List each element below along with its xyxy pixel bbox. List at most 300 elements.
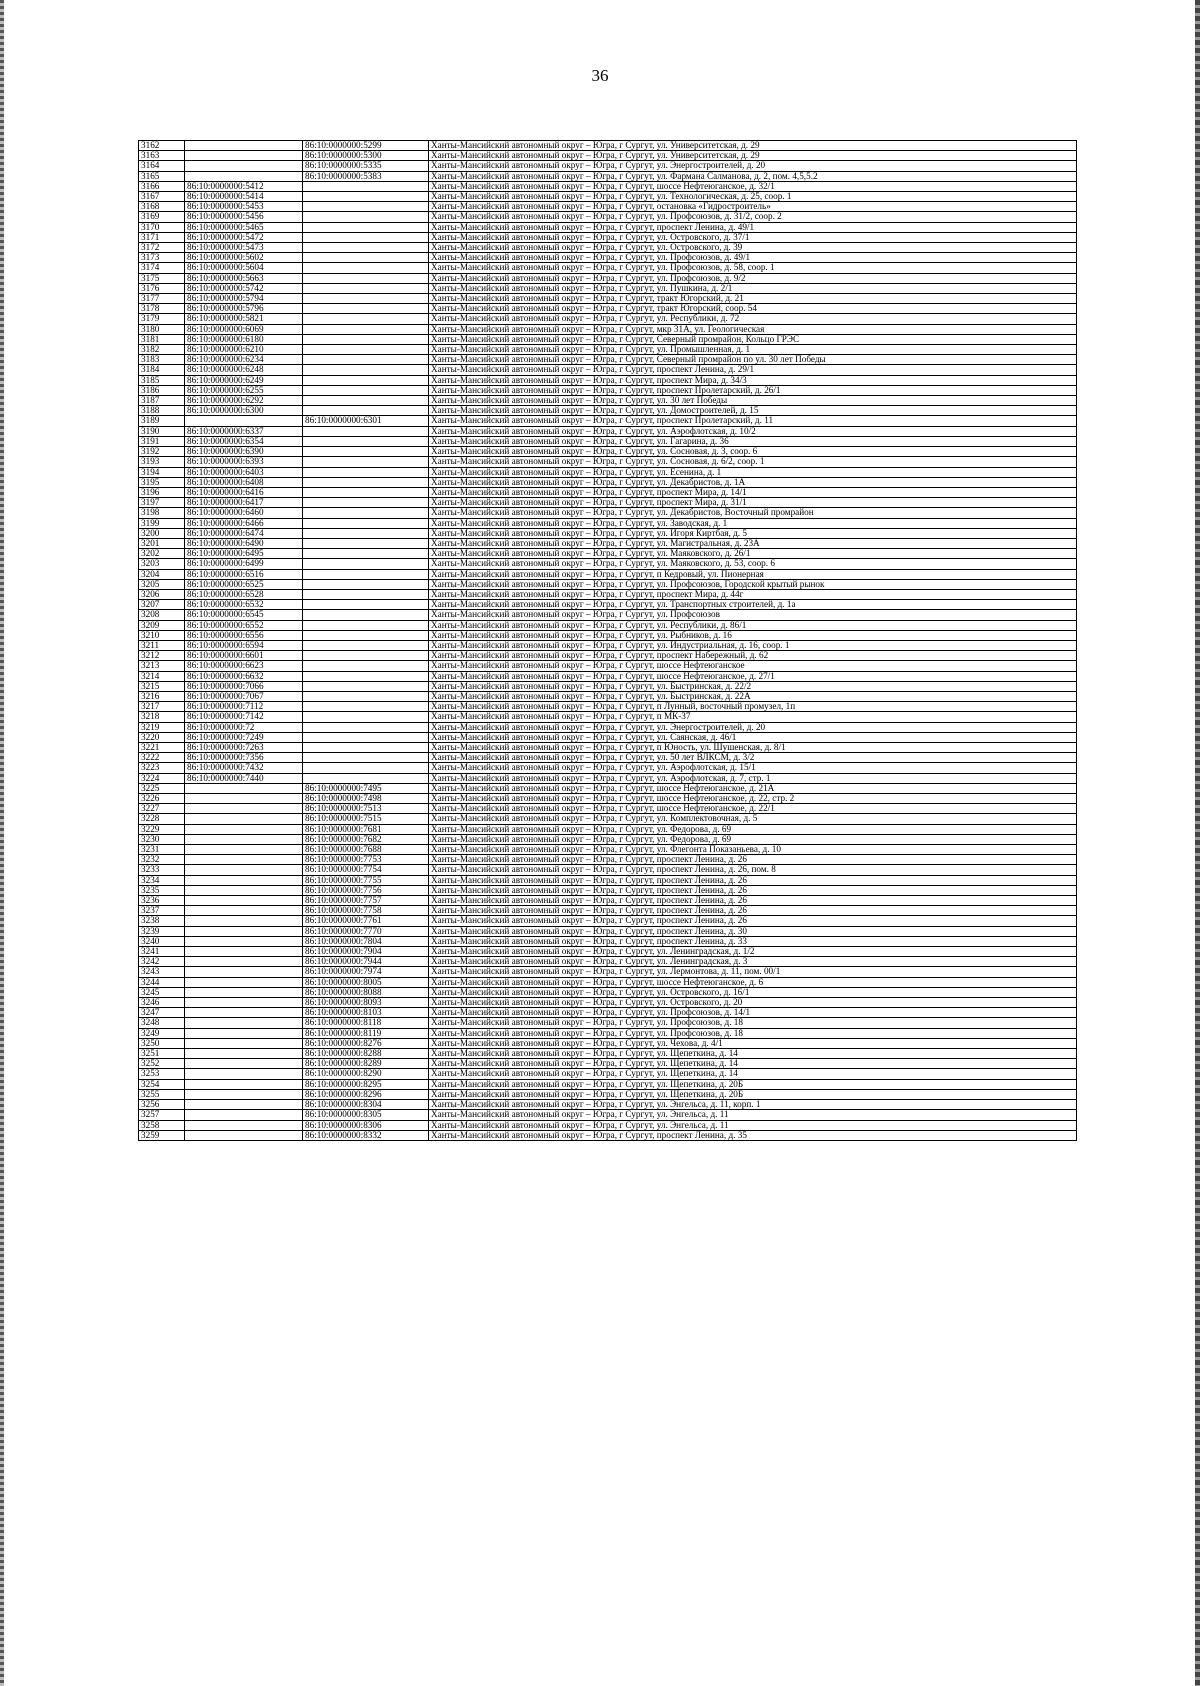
row-number-cell: 3181	[139, 334, 185, 344]
table-row	[139, 957, 1077, 967]
cadastral-number-cell	[185, 1089, 303, 1099]
cadastral-number-cell: 86:10:0000000:6474	[185, 528, 303, 538]
cadastral-number-alt-cell: 86:10:0000000:7758	[303, 906, 429, 916]
cadastral-number-alt-cell	[303, 620, 429, 630]
row-number-cell: 3168	[139, 202, 185, 212]
address-cell: Ханты-Мансийский автономный округ – Югра, г Сургут, ул. Транспортных строителей, д. 1а	[429, 600, 1077, 610]
row-number-cell: 3174	[139, 263, 185, 273]
address-cell: Ханты-Мансийский автономный округ – Югра, г Сургут, ул. Профсоюзов, д. 9/2	[429, 273, 1077, 283]
cadastral-number-cell: 86:10:0000000:6594	[185, 640, 303, 650]
cadastral-number-cell: 86:10:0000000:5796	[185, 304, 303, 314]
cadastral-number-alt-cell	[303, 467, 429, 477]
row-number-cell: 3178	[139, 304, 185, 314]
address-cell: Ханты-Мансийский автономный округ – Югра, г Сургут, шоссе Нефтеюганское, д. 21А	[429, 783, 1077, 793]
cadastral-number-alt-cell	[303, 518, 429, 528]
cadastral-number-alt-cell: 86:10:0000000:7756	[303, 885, 429, 895]
row-number-cell: 3214	[139, 671, 185, 681]
address-cell: Ханты-Мансийский автономный округ – Югра, г Сургут, ул. Есенина, д. 1	[429, 467, 1077, 477]
address-cell: Ханты-Мансийский автономный округ – Югра, г Сургут, п Юность, ул. Шушенская, д. 8/1	[429, 742, 1077, 752]
address-cell: Ханты-Мансийский автономный округ – Югра, г Сургут, шоссе Нефтеюганское	[429, 661, 1077, 671]
cadastral-number-alt-cell	[303, 549, 429, 559]
cadastral-number-alt-cell: 86:10:0000000:8093	[303, 998, 429, 1008]
cadastral-number-cell: 86:10:0000000:5412	[185, 181, 303, 191]
cadastral-number-alt-cell	[303, 600, 429, 610]
table-row	[139, 865, 1077, 875]
cadastral-number-alt-cell: 86:10:0000000:7515	[303, 814, 429, 824]
cadastral-number-cell: 86:10:0000000:5742	[185, 283, 303, 293]
cadastral-number-alt-cell	[303, 222, 429, 232]
table-row	[139, 1049, 1077, 1059]
cadastral-number-alt-cell	[303, 538, 429, 548]
address-cell: Ханты-Мансийский автономный округ – Югра, г Сургут, ул. Профсоюзов, д. 49/1	[429, 253, 1077, 263]
address-cell: Ханты-Мансийский автономный округ – Югра, г Сургут, ул. Университетская, д. 29	[429, 151, 1077, 161]
table-row	[139, 273, 1077, 283]
address-cell: Ханты-Мансийский автономный округ – Югра, г Сургут, проспект Мира, д. 44г	[429, 589, 1077, 599]
cadastral-number-cell	[185, 926, 303, 936]
table-row	[139, 742, 1077, 752]
cadastral-number-cell: 86:10:0000000:6556	[185, 630, 303, 640]
row-number-cell: 3223	[139, 763, 185, 773]
cadastral-number-alt-cell: 86:10:0000000:7761	[303, 916, 429, 926]
cadastral-number-cell: 86:10:0000000:6234	[185, 355, 303, 365]
cadastral-number-alt-cell: 86:10:0000000:8118	[303, 1018, 429, 1028]
row-number-cell: 3240	[139, 936, 185, 946]
row-number-cell: 3230	[139, 834, 185, 844]
address-cell: Ханты-Мансийский автономный округ – Югра, г Сургут, проспект Пролетарский, д. 11	[429, 416, 1077, 426]
cadastral-number-alt-cell: 86:10:0000000:7755	[303, 875, 429, 885]
cadastral-number-cell	[185, 1038, 303, 1048]
cadastral-number-alt-cell	[303, 202, 429, 212]
row-number-cell: 3219	[139, 722, 185, 732]
address-cell: Ханты-Мансийский автономный округ – Югра, г Сургут, ул. Быстринская, д. 22А	[429, 691, 1077, 701]
cadastral-number-cell	[185, 947, 303, 957]
row-number-cell: 3221	[139, 742, 185, 752]
cadastral-number-alt-cell: 86:10:0000000:7757	[303, 896, 429, 906]
address-cell: Ханты-Мансийский автономный округ – Югра, г Сургут, ул. Ленинградская, д. 3	[429, 957, 1077, 967]
table-row	[139, 355, 1077, 365]
cadastral-number-cell	[185, 967, 303, 977]
table-row	[139, 508, 1077, 518]
row-number-cell: 3177	[139, 294, 185, 304]
cadastral-number-alt-cell: 86:10:0000000:8332	[303, 1130, 429, 1140]
address-cell: Ханты-Мансийский автономный округ – Югра, г Сургут, ул. Аэрофлотская, д. 10/2	[429, 426, 1077, 436]
row-number-cell: 3247	[139, 1008, 185, 1018]
row-number-cell: 3200	[139, 528, 185, 538]
cadastral-number-alt-cell	[303, 263, 429, 273]
cadastral-number-alt-cell	[303, 396, 429, 406]
table-row	[139, 1038, 1077, 1048]
row-number-cell: 3231	[139, 845, 185, 855]
cadastral-number-alt-cell	[303, 702, 429, 712]
row-number-cell: 3189	[139, 416, 185, 426]
address-cell: Ханты-Мансийский автономный округ – Югра, г Сургут, ул. Университетская, д. 29	[429, 141, 1077, 151]
row-number-cell: 3182	[139, 345, 185, 355]
address-cell: Ханты-Мансийский автономный округ – Югра, г Сургут, проспект Мира, д. 14/1	[429, 487, 1077, 497]
address-cell: Ханты-Мансийский автономный округ – Югра, г Сургут, ул. Республики, д. 72	[429, 314, 1077, 324]
address-cell: Ханты-Мансийский автономный округ – Югра, г Сургут, ул. Федорова, д. 69	[429, 834, 1077, 844]
table-row	[139, 916, 1077, 926]
address-cell: Ханты-Мансийский автономный округ – Югра, г Сургут, ул. Энгельса, д. 11, корп. 1	[429, 1100, 1077, 1110]
row-number-cell: 3173	[139, 253, 185, 263]
cadastral-number-alt-cell: 86:10:0000000:7681	[303, 824, 429, 834]
cadastral-number-alt-cell	[303, 355, 429, 365]
cadastral-number-alt-cell	[303, 630, 429, 640]
cadastral-number-cell	[185, 161, 303, 171]
table-row	[139, 610, 1077, 620]
cadastral-number-alt-cell: 86:10:0000000:7804	[303, 936, 429, 946]
cadastral-number-alt-cell: 86:10:0000000:5383	[303, 171, 429, 181]
cadastral-number-cell: 86:10:0000000:6552	[185, 620, 303, 630]
row-number-cell: 3185	[139, 375, 185, 385]
row-number-cell: 3195	[139, 477, 185, 487]
cadastral-number-alt-cell: 86:10:0000000:8005	[303, 977, 429, 987]
table-row	[139, 263, 1077, 273]
cadastral-number-alt-cell: 86:10:0000000:7944	[303, 957, 429, 967]
row-number-cell: 3237	[139, 906, 185, 916]
table-row	[139, 671, 1077, 681]
cadastral-number-alt-cell: 86:10:0000000:7682	[303, 834, 429, 844]
table-row	[139, 1130, 1077, 1140]
address-cell: Ханты-Мансийский автономный округ – Югра, г Сургут, ул. Аэрофлотская, д. 7, стр. 1	[429, 773, 1077, 783]
cadastral-number-cell: 86:10:0000000:5473	[185, 243, 303, 253]
address-cell: Ханты-Мансийский автономный округ – Югра, г Сургут, ул. Лермонтова, д. 11, пом. 00/1	[429, 967, 1077, 977]
table-row	[139, 722, 1077, 732]
row-number-cell: 3194	[139, 467, 185, 477]
table-row	[139, 589, 1077, 599]
cadastral-number-alt-cell: 86:10:0000000:5299	[303, 141, 429, 151]
address-cell: Ханты-Мансийский автономный округ – Югра, г Сургут, ул. Островского, д. 37/1	[429, 232, 1077, 242]
address-cell: Ханты-Мансийский автономный округ – Югра, г Сургут, проспект Ленина, д. 26	[429, 916, 1077, 926]
cadastral-number-alt-cell	[303, 212, 429, 222]
row-number-cell: 3217	[139, 702, 185, 712]
cadastral-number-alt-cell: 86:10:0000000:6301	[303, 416, 429, 426]
row-number-cell: 3164	[139, 161, 185, 171]
cadastral-number-cell	[185, 1059, 303, 1069]
address-cell: Ханты-Мансийский автономный округ – Югра, г Сургут, ул. Островского, д. 16/1	[429, 987, 1077, 997]
cadastral-number-cell: 86:10:0000000:5794	[185, 294, 303, 304]
address-cell: Ханты-Мансийский автономный округ – Югра, г Сургут, ул. Профсоюзов	[429, 610, 1077, 620]
row-number-cell: 3167	[139, 192, 185, 202]
table-row	[139, 620, 1077, 630]
table-row	[139, 426, 1077, 436]
cadastral-number-alt-cell	[303, 334, 429, 344]
table-row	[139, 773, 1077, 783]
cadastral-number-cell	[185, 896, 303, 906]
address-cell: Ханты-Мансийский автономный округ – Югра, г Сургут, проспект Мира, д. 34/3	[429, 375, 1077, 385]
table-row	[139, 559, 1077, 569]
row-number-cell: 3201	[139, 538, 185, 548]
cadastral-number-cell: 86:10:0000000:6532	[185, 600, 303, 610]
address-cell: Ханты-Мансийский автономный округ – Югра, г Сургут, п МК-37	[429, 712, 1077, 722]
table-row	[139, 712, 1077, 722]
cadastral-number-cell	[185, 824, 303, 834]
row-number-cell: 3252	[139, 1059, 185, 1069]
table-row	[139, 416, 1077, 426]
row-number-cell: 3243	[139, 967, 185, 977]
address-cell: Ханты-Мансийский автономный округ – Югра, г Сургут, тракт Югорский, д. 21	[429, 294, 1077, 304]
cadastral-number-alt-cell	[303, 742, 429, 752]
cadastral-number-cell	[185, 151, 303, 161]
cadastral-number-alt-cell	[303, 712, 429, 722]
address-cell: Ханты-Мансийский автономный округ – Югра, г Сургут, ул. Щепеткина, д. 14	[429, 1069, 1077, 1079]
row-number-cell: 3208	[139, 610, 185, 620]
cadastral-number-cell	[185, 416, 303, 426]
row-number-cell: 3224	[139, 773, 185, 783]
row-number-cell: 3238	[139, 916, 185, 926]
cadastral-number-alt-cell: 86:10:0000000:8305	[303, 1110, 429, 1120]
table-row	[139, 794, 1077, 804]
address-cell: Ханты-Мансийский автономный округ – Югра, г Сургут, проспект Ленина, д. 26, пом. 8	[429, 865, 1077, 875]
address-cell: Ханты-Мансийский автономный округ – Югра, г Сургут, ул. Сосновая, д. 6/2, соор. 1	[429, 457, 1077, 467]
row-number-cell: 3206	[139, 589, 185, 599]
table-row	[139, 334, 1077, 344]
address-cell: Ханты-Мансийский автономный округ – Югра, г Сургут, ул. Энгельса, д. 11	[429, 1110, 1077, 1120]
cadastral-number-alt-cell	[303, 273, 429, 283]
table-row	[139, 171, 1077, 181]
cadastral-number-cell: 86:10:0000000:6255	[185, 385, 303, 395]
table-row	[139, 1110, 1077, 1120]
cadastral-number-alt-cell	[303, 681, 429, 691]
row-number-cell: 3180	[139, 324, 185, 334]
cadastral-number-cell: 86:10:0000000:5465	[185, 222, 303, 232]
cadastral-number-alt-cell: 86:10:0000000:5300	[303, 151, 429, 161]
row-number-cell: 3239	[139, 926, 185, 936]
address-cell: Ханты-Мансийский автономный округ – Югра, г Сургут, ул. Рыбников, д. 16	[429, 630, 1077, 640]
cadastral-number-cell: 86:10:0000000:6300	[185, 406, 303, 416]
cadastral-number-alt-cell	[303, 283, 429, 293]
table-row	[139, 875, 1077, 885]
row-number-cell: 3212	[139, 651, 185, 661]
table-row	[139, 661, 1077, 671]
cadastral-number-alt-cell	[303, 722, 429, 732]
cadastral-number-alt-cell: 86:10:0000000:8296	[303, 1089, 429, 1099]
cadastral-number-cell: 86:10:0000000:6210	[185, 345, 303, 355]
table-row	[139, 834, 1077, 844]
address-cell: Ханты-Мансийский автономный округ – Югра, г Сургут, проспект Ленина, д. 26	[429, 855, 1077, 865]
cadastral-number-alt-cell: 86:10:0000000:8276	[303, 1038, 429, 1048]
row-number-cell: 3254	[139, 1079, 185, 1089]
row-number-cell: 3228	[139, 814, 185, 824]
row-number-cell: 3251	[139, 1049, 185, 1059]
cadastral-number-cell: 86:10:0000000:6292	[185, 396, 303, 406]
row-number-cell: 3255	[139, 1089, 185, 1099]
row-number-cell: 3184	[139, 365, 185, 375]
table-row	[139, 855, 1077, 865]
table-row	[139, 283, 1077, 293]
cadastral-number-cell	[185, 1018, 303, 1028]
table-row	[139, 947, 1077, 957]
address-cell: Ханты-Мансийский автономный округ – Югра, г Сургут, шоссе Нефтеюганское, д. 22/1	[429, 804, 1077, 814]
cadastral-number-alt-cell: 86:10:0000000:7974	[303, 967, 429, 977]
address-cell: Ханты-Мансийский автономный округ – Югра, г Сургут, шоссе Нефтеюганское, д. 22, стр. 2	[429, 794, 1077, 804]
address-cell: Ханты-Мансийский автономный округ – Югра, г Сургут, ул. Профсоюзов, д. 18	[429, 1028, 1077, 1038]
row-number-cell: 3211	[139, 640, 185, 650]
address-cell: Ханты-Мансийский автономный округ – Югра, г Сургут, проспект Мира, д. 31/1	[429, 498, 1077, 508]
table-row	[139, 896, 1077, 906]
address-cell: Ханты-Мансийский автономный округ – Югра, г Сургут, ул. Профсоюзов, Городской крытый рынок	[429, 579, 1077, 589]
cadastral-number-cell	[185, 1130, 303, 1140]
cadastral-number-cell	[185, 936, 303, 946]
address-cell: Ханты-Мансийский автономный округ – Югра, г Сургут, ул. Профсоюзов, д. 31/2, соор. 2	[429, 212, 1077, 222]
table-row	[139, 1120, 1077, 1130]
cadastral-number-alt-cell	[303, 345, 429, 355]
row-number-cell: 3253	[139, 1069, 185, 1079]
cadastral-number-cell: 86:10:0000000:5414	[185, 192, 303, 202]
cadastral-number-cell: 86:10:0000000:6632	[185, 671, 303, 681]
cadastral-number-cell: 86:10:0000000:7142	[185, 712, 303, 722]
address-cell: Ханты-Мансийский автономный округ – Югра, г Сургут, проспект Ленина, д. 30	[429, 926, 1077, 936]
cadastral-number-cell	[185, 885, 303, 895]
address-cell: Ханты-Мансийский автономный округ – Югра, г Сургут, ул. Энгельса, д. 11	[429, 1120, 1077, 1130]
row-number-cell: 3202	[139, 549, 185, 559]
row-number-cell: 3179	[139, 314, 185, 324]
address-cell: Ханты-Мансийский автономный округ – Югра, г Сургут, ул. Быстринская, д. 22/2	[429, 681, 1077, 691]
cadastral-number-alt-cell	[303, 457, 429, 467]
cadastral-number-cell	[185, 977, 303, 987]
address-cell: Ханты-Мансийский автономный округ – Югра, г Сургут, ул. Комплектовочная, д. 5	[429, 814, 1077, 824]
cadastral-number-cell: 86:10:0000000:5821	[185, 314, 303, 324]
table-row	[139, 651, 1077, 661]
address-cell: Ханты-Мансийский автономный округ – Югра, г Сургут, ул. Гагарина, д. 36	[429, 436, 1077, 446]
table-row	[139, 691, 1077, 701]
cadastral-number-alt-cell	[303, 508, 429, 518]
table-row	[139, 151, 1077, 161]
cadastral-number-alt-cell	[303, 528, 429, 538]
address-cell: Ханты-Мансийский автономный округ – Югра, г Сургут, ул. Островского, д. 20	[429, 998, 1077, 1008]
row-number-cell: 3232	[139, 855, 185, 865]
table-row	[139, 192, 1077, 202]
register-table-body	[139, 141, 1077, 1141]
cadastral-number-cell: 86:10:0000000:6499	[185, 559, 303, 569]
cadastral-number-cell	[185, 141, 303, 151]
table-row	[139, 324, 1077, 334]
table-row	[139, 885, 1077, 895]
cadastral-number-cell: 86:10:0000000:6393	[185, 457, 303, 467]
address-cell: Ханты-Мансийский автономный округ – Югра, г Сургут, ул. Маяковского, д. 53, соор. 6	[429, 559, 1077, 569]
row-number-cell: 3162	[139, 141, 185, 151]
cadastral-number-cell	[185, 957, 303, 967]
cadastral-number-cell	[185, 834, 303, 844]
address-cell: Ханты-Мансийский автономный округ – Югра, г Сургут, ул. Маяковского, д. 26/1	[429, 549, 1077, 559]
cadastral-number-cell: 86:10:0000000:6623	[185, 661, 303, 671]
cadastral-number-alt-cell: 86:10:0000000:7770	[303, 926, 429, 936]
cadastral-number-alt-cell: 86:10:0000000:7754	[303, 865, 429, 875]
row-number-cell: 3249	[139, 1028, 185, 1038]
address-cell: Ханты-Мансийский автономный округ – Югра, г Сургут, проспект Ленина, д. 26	[429, 885, 1077, 895]
cadastral-number-alt-cell: 86:10:0000000:8103	[303, 1008, 429, 1018]
cadastral-number-cell: 86:10:0000000:6069	[185, 324, 303, 334]
table-row	[139, 845, 1077, 855]
table-row	[139, 375, 1077, 385]
row-number-cell: 3259	[139, 1130, 185, 1140]
cadastral-number-alt-cell	[303, 365, 429, 375]
address-cell: Ханты-Мансийский автономный округ – Югра, г Сургут, шоссе Нефтеюганское, д. 32/1	[429, 181, 1077, 191]
cadastral-number-cell: 86:10:0000000:6528	[185, 589, 303, 599]
cadastral-number-alt-cell: 86:10:0000000:8295	[303, 1079, 429, 1089]
address-cell: Ханты-Мансийский автономный округ – Югра, г Сургут, ул. Щепеткина, д. 14	[429, 1049, 1077, 1059]
cadastral-number-alt-cell	[303, 569, 429, 579]
cadastral-number-cell	[185, 1110, 303, 1120]
table-row	[139, 141, 1077, 151]
table-row	[139, 1018, 1077, 1028]
table-row	[139, 783, 1077, 793]
table-row	[139, 294, 1077, 304]
cadastral-number-cell: 86:10:0000000:6416	[185, 487, 303, 497]
row-number-cell: 3226	[139, 794, 185, 804]
row-number-cell: 3244	[139, 977, 185, 987]
row-number-cell: 3245	[139, 987, 185, 997]
table-row	[139, 406, 1077, 416]
table-row	[139, 1069, 1077, 1079]
cadastral-number-cell	[185, 814, 303, 824]
address-cell: Ханты-Мансийский автономный округ – Югра, г Сургут, ул. Щепеткина, д. 20Б	[429, 1089, 1077, 1099]
row-number-cell: 3257	[139, 1110, 185, 1120]
row-number-cell: 3172	[139, 243, 185, 253]
cadastral-number-alt-cell	[303, 498, 429, 508]
cadastral-number-cell	[185, 1049, 303, 1059]
cadastral-number-cell: 86:10:0000000:6249	[185, 375, 303, 385]
cadastral-number-cell	[185, 998, 303, 1008]
cadastral-number-alt-cell	[303, 773, 429, 783]
row-number-cell: 3241	[139, 947, 185, 957]
address-cell: Ханты-Мансийский автономный округ – Югра, г Сургут, ул. Фармана Салманова, д. 2, пом. 4,5,5.2	[429, 171, 1077, 181]
row-number-cell: 3248	[139, 1018, 185, 1028]
row-number-cell: 3218	[139, 712, 185, 722]
cadastral-number-alt-cell	[303, 579, 429, 589]
row-number-cell: 3215	[139, 681, 185, 691]
cadastral-number-cell: 86:10:0000000:7067	[185, 691, 303, 701]
row-number-cell: 3242	[139, 957, 185, 967]
row-number-cell: 3188	[139, 406, 185, 416]
table-row	[139, 232, 1077, 242]
row-number-cell: 3205	[139, 579, 185, 589]
table-row	[139, 253, 1077, 263]
cadastral-number-alt-cell	[303, 314, 429, 324]
row-number-cell: 3234	[139, 875, 185, 885]
address-cell: Ханты-Мансийский автономный округ – Югра, г Сургут, ул. Декабристов, Восточный промрайон	[429, 508, 1077, 518]
address-cell: Ханты-Мансийский автономный округ – Югра, г Сургут, шоссе Нефтеюганское, д. 6	[429, 977, 1077, 987]
row-number-cell: 3175	[139, 273, 185, 283]
address-cell: Ханты-Мансийский автономный округ – Югра, г Сургут, ул. Энергостроителей, д. 20	[429, 161, 1077, 171]
cadastral-number-cell	[185, 1120, 303, 1130]
cadastral-number-cell: 86:10:0000000:7432	[185, 763, 303, 773]
row-number-cell: 3166	[139, 181, 185, 191]
table-row	[139, 630, 1077, 640]
register-table	[138, 140, 1077, 1141]
table-row	[139, 202, 1077, 212]
address-cell: Ханты-Мансийский автономный округ – Югра, г Сургут, ул. Магистральная, д. 23А	[429, 538, 1077, 548]
table-row	[139, 436, 1077, 446]
row-number-cell: 3207	[139, 600, 185, 610]
row-number-cell: 3233	[139, 865, 185, 875]
cadastral-number-cell: 86:10:0000000:7112	[185, 702, 303, 712]
row-number-cell: 3204	[139, 569, 185, 579]
table-row	[139, 732, 1077, 742]
table-row	[139, 824, 1077, 834]
cadastral-number-cell: 86:10:0000000:6460	[185, 508, 303, 518]
cadastral-number-cell: 86:10:0000000:6516	[185, 569, 303, 579]
cadastral-number-cell: 86:10:0000000:5663	[185, 273, 303, 283]
cadastral-number-alt-cell	[303, 181, 429, 191]
table-row	[139, 518, 1077, 528]
row-number-cell: 3229	[139, 824, 185, 834]
address-cell: Ханты-Мансийский автономный округ – Югра, г Сургут, ул. Республики, д. 86/1	[429, 620, 1077, 630]
cadastral-number-alt-cell: 86:10:0000000:7904	[303, 947, 429, 957]
table-row	[139, 447, 1077, 457]
cadastral-number-cell	[185, 804, 303, 814]
address-cell: Ханты-Мансийский автономный округ – Югра, г Сургут, ул. Ленинградская, д. 1/2	[429, 947, 1077, 957]
cadastral-number-cell: 86:10:0000000:6417	[185, 498, 303, 508]
